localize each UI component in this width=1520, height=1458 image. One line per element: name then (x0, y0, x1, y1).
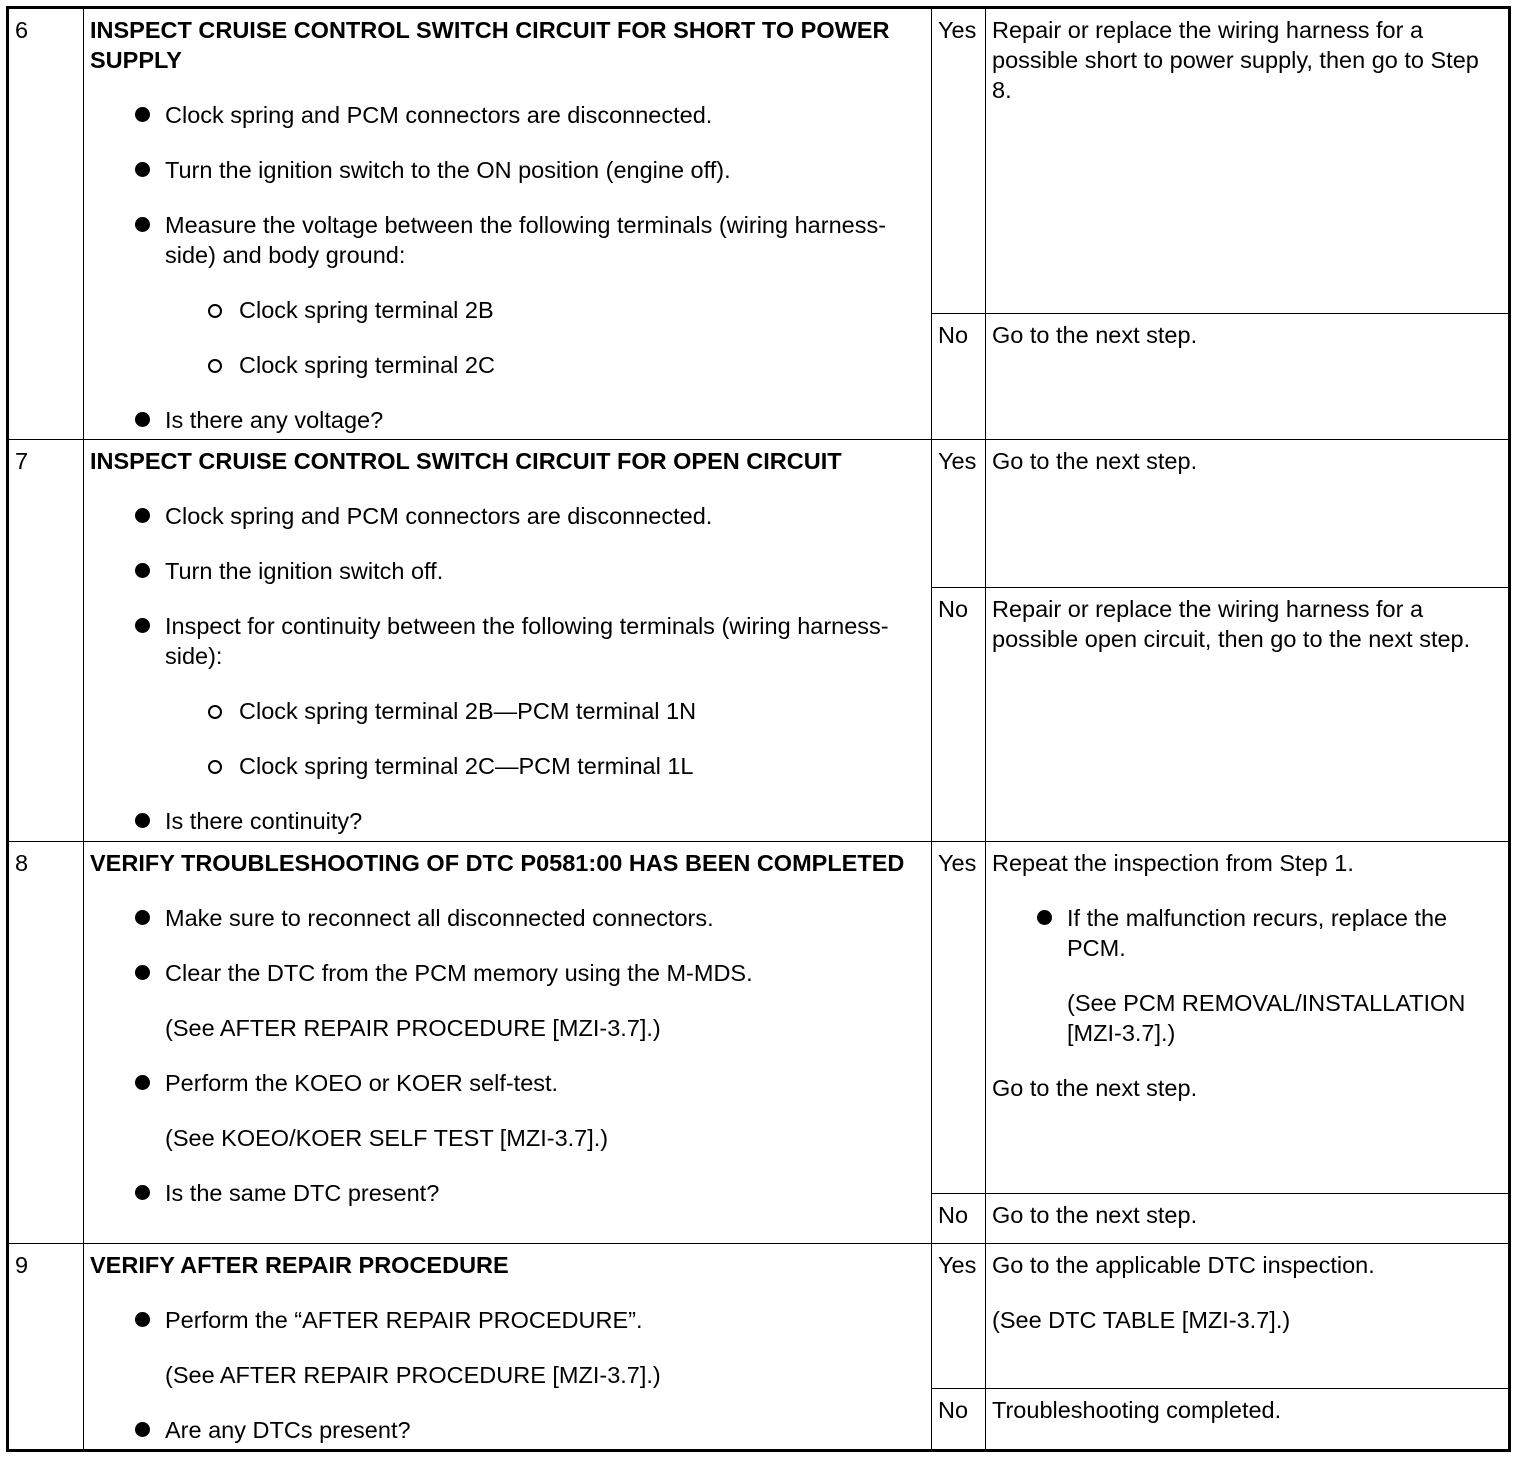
step-6-yes-row (8, 8, 1510, 314)
step-9-yes-row (8, 1244, 1510, 1389)
bullet-icon (1037, 910, 1052, 925)
bullet-icon (135, 965, 150, 980)
no-result: Go to the next step. (986, 1194, 1510, 1244)
step-7-yes-row (8, 440, 1510, 588)
step-title: INSPECT CRUISE CONTROL SWITCH CIRCUIT FOR OPEN CIRCUIT (90, 448, 842, 474)
question-item: Are any DTCs present? (90, 1415, 925, 1445)
sub-item: Clock spring terminal 2C (90, 350, 925, 380)
circle-bullet-icon (208, 304, 222, 318)
reference-note: (See KOEO/KOER SELF TEST [MZI-3.7].) (165, 1125, 609, 1151)
no-label: No (932, 1194, 986, 1244)
step-9-action-cell (84, 1244, 932, 1451)
action-item: Measure the voltage between the following terminals (wiring harness-side) and body ground: (90, 210, 925, 270)
bullet-icon (135, 412, 150, 427)
step-7-action-cell (84, 440, 932, 842)
action-item: Perform the “AFTER REPAIR PROCEDURE”. (90, 1305, 925, 1335)
circle-bullet-icon (208, 705, 222, 719)
result-line: Go to the applicable DTC inspection. (992, 1252, 1375, 1278)
step-title: VERIFY TROUBLESHOOTING OF DTC P0581:00 HAS BEEN COMPLETED (90, 850, 905, 876)
result-bullet-item: If the malfunction recurs, replace the PCM. (992, 903, 1502, 963)
yes-result: Repair or replace the wiring harness for a possible short to power supply, then go to Step 8. (986, 8, 1510, 314)
action-item: Clear the DTC from the PCM memory using the M-MDS. (90, 958, 925, 988)
sub-item: Clock spring terminal 2B—PCM terminal 1N (90, 696, 925, 726)
yes-result (986, 842, 1510, 1194)
sub-item: Clock spring terminal 2B (90, 295, 925, 325)
bullet-icon (135, 508, 150, 523)
no-result: Troubleshooting completed. (986, 1389, 1510, 1451)
step-number: 8 (8, 842, 84, 1244)
bullet-icon (135, 217, 150, 232)
bullet-icon (135, 1185, 150, 1200)
reference-note: (See AFTER REPAIR PROCEDURE [MZI-3.7].) (165, 1015, 661, 1041)
step-number: 6 (8, 8, 84, 440)
sub-item: Clock spring terminal 2C—PCM terminal 1L (90, 751, 925, 781)
bullet-icon (135, 1312, 150, 1327)
yes-result (986, 1244, 1510, 1389)
action-item: Clock spring and PCM connectors are disconnected. (90, 100, 925, 130)
result-line: (See DTC TABLE [MZI-3.7].) (992, 1307, 1291, 1333)
no-label: No (932, 588, 986, 842)
yes-label: Yes (932, 440, 986, 588)
yes-label: Yes (932, 8, 986, 314)
result-line: Repeat the inspection from Step 1. (992, 850, 1354, 876)
yes-label: Yes (932, 842, 986, 1194)
circle-bullet-icon (208, 760, 222, 774)
action-item: Turn the ignition switch to the ON position (engine off). (90, 155, 925, 185)
question-item: Is there any voltage? (90, 405, 925, 435)
bullet-icon (135, 107, 150, 122)
step-title: VERIFY AFTER REPAIR PROCEDURE (90, 1252, 509, 1278)
bullet-icon (135, 1422, 150, 1437)
action-item: Turn the ignition switch off. (90, 556, 925, 586)
action-item: Clock spring and PCM connectors are disconnected. (90, 501, 925, 531)
reference-note: (See PCM REMOVAL/INSTALLATION [MZI-3.7].) (1067, 990, 1466, 1046)
bullet-icon (135, 1075, 150, 1090)
bullet-icon (135, 813, 150, 828)
action-item: Perform the KOEO or KOER self-test. (90, 1068, 925, 1098)
question-item: Is the same DTC present? (90, 1178, 925, 1208)
step-number: 7 (8, 440, 84, 842)
bullet-icon (135, 563, 150, 578)
yes-result: Go to the next step. (986, 440, 1510, 588)
question-item: Is there continuity? (90, 806, 925, 836)
troubleshooting-table (6, 6, 1511, 1452)
circle-bullet-icon (208, 359, 222, 373)
no-label: No (932, 1389, 986, 1451)
no-result: Go to the next step. (986, 314, 1510, 440)
bullet-icon (135, 910, 150, 925)
action-item: Make sure to reconnect all disconnected connectors. (90, 903, 925, 933)
step-8-action-cell (84, 842, 932, 1244)
step-6-action-cell (84, 8, 932, 440)
bullet-icon (135, 162, 150, 177)
reference-note: (See AFTER REPAIR PROCEDURE [MZI-3.7].) (165, 1362, 661, 1388)
step-number: 9 (8, 1244, 84, 1451)
step-8-yes-row (8, 842, 1510, 1194)
result-line: Go to the next step. (992, 1075, 1198, 1101)
no-label: No (932, 314, 986, 440)
yes-label: Yes (932, 1244, 986, 1389)
step-title: INSPECT CRUISE CONTROL SWITCH CIRCUIT FOR SHORT TO POWER SUPPLY (90, 17, 890, 73)
bullet-icon (135, 618, 150, 633)
no-result: Repair or replace the wiring harness for a possible open circuit, then go to the next step. (986, 588, 1510, 842)
action-item: Inspect for continuity between the following terminals (wiring harness-side): (90, 611, 925, 671)
